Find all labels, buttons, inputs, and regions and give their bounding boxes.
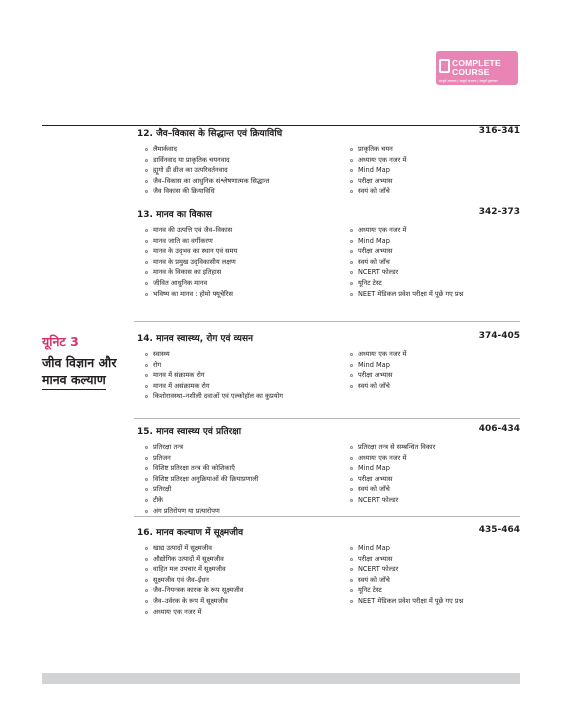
list-item: स्वयं को जाँचे	[350, 381, 406, 392]
list-item: स्वयं को जाँच	[350, 257, 463, 268]
list-item: Mind Map	[350, 360, 406, 371]
chapter-title: 12. जैव–विकास के सिद्धान्त एवं क्रियाविधि	[137, 129, 283, 139]
logo-line2: COURSE	[452, 67, 490, 77]
list-item: जीवित आधुनिक मानव	[145, 278, 350, 289]
list-item: अध्यायः एक नजर में	[145, 607, 350, 618]
list-item: मानव के उद्‌भव का स्थान एवं समय	[145, 246, 350, 257]
list-item: स्वास्थ्य	[145, 349, 350, 360]
list-item: प्रतिरक्षा तन्त्र	[145, 442, 350, 453]
footer-bar	[42, 673, 520, 684]
list-item: प्रतिजन	[145, 453, 350, 464]
topic-list-right	[350, 543, 463, 617]
unit-heading	[42, 333, 122, 390]
list-item: Mind Map	[350, 165, 406, 176]
list-item: जैव विकास की क्रियाविधि	[145, 186, 350, 197]
list-item: NCERT फोल्डर	[350, 267, 463, 278]
chapter-16	[137, 525, 520, 617]
list-item: सूक्ष्मजीव एवं जैव–ईंधन	[145, 575, 350, 586]
chapter-title: 13. मानव का विकास	[137, 210, 212, 220]
list-item: ह्यूगो डी व्रीज का उत्परिवर्तनवाद	[145, 165, 350, 176]
list-item: मानव में संक्रामक रोग	[145, 370, 350, 381]
unit-title-line1: जीव विज्ञान और	[42, 355, 117, 370]
list-item: Mind Map	[350, 543, 463, 554]
chapter-15	[137, 424, 520, 516]
list-item: विशिष्ट प्रतिरक्षा तन्त्र की कोशिकाएँ	[145, 463, 350, 474]
topic-list-left	[137, 349, 350, 402]
list-item: NEET मेडिकल प्रवेश परीक्षा में पूछे गए प्रश्न	[350, 289, 463, 300]
list-item: मानव के विकास का इतिहास	[145, 267, 350, 278]
list-item: अध्यायः एक नजर में	[350, 349, 406, 360]
list-item: मानव की उत्पत्ति एवं जैव–विकास	[145, 225, 350, 236]
list-item: अध्यायः एक नजर में	[350, 155, 406, 166]
list-item: अध्यायः एक नजर में	[350, 453, 435, 464]
list-item: परीक्षा अभ्यास	[350, 474, 435, 485]
logo-line1: COMPLETE	[452, 58, 501, 68]
logo-tagline: सम्पूर्ण अध्ययन | सम्पूर्ण अभ्यास | सम्पूर्ण मूल्यांकन	[439, 79, 499, 83]
topic-list-left	[137, 442, 350, 516]
section-divider	[134, 321, 520, 322]
list-item: Mind Map	[350, 463, 435, 474]
topic-list-right	[350, 225, 463, 299]
chapter-title: 14. मानव स्वास्थ्य, रोग एवं व्यसन	[137, 334, 254, 344]
list-item: स्वयं को जाँचे	[350, 484, 435, 495]
list-item: अंग प्रतिरोपण या प्रत्यारोपण	[145, 506, 350, 517]
unit-label: यूनिट 3	[42, 334, 79, 349]
list-item: यूनिट टेस्ट	[350, 585, 463, 596]
chapter-pages: 342-373	[478, 207, 520, 217]
list-item: प्रतिरक्षी	[145, 484, 350, 495]
list-item: Mind Map	[350, 236, 463, 247]
list-item: मानव में असंक्रामक रोग	[145, 381, 350, 392]
list-item: प्रतिरक्षा तन्त्र से सम्बन्धित विकार	[350, 442, 435, 453]
list-item: मानव जाति का वर्गीकरण	[145, 236, 350, 247]
list-item: NCERT फोल्डर	[350, 564, 463, 575]
chapter-pages: 435-464	[478, 525, 520, 535]
chapter-12	[137, 126, 520, 197]
list-item: स्वयं को जाँचे	[350, 186, 406, 197]
topic-list-right	[350, 144, 406, 197]
list-item: औद्योगिक उत्पादों में सूक्ष्मजीव	[145, 554, 350, 565]
list-item: जैव–विकास का आधुनिक संश्लेषणात्मक सिद्धान्त	[145, 176, 350, 187]
list-item: परीक्षा अभ्यास	[350, 554, 463, 565]
chapter-pages: 406-434	[478, 424, 520, 434]
list-item: परीक्षा अभ्यास	[350, 370, 406, 381]
topic-list-right	[350, 442, 435, 516]
unit-title-line2: मानव कल्याण	[42, 371, 106, 390]
section-divider	[134, 418, 520, 419]
list-item: जैव–नियन्त्रक कारक के रूप सूक्ष्मजीव	[145, 585, 350, 596]
complete-course-logo	[436, 51, 518, 85]
list-item: मानव के प्रमुख उद्‌विकासीय लक्षण	[145, 257, 350, 268]
list-item: डार्विनवाद या प्राकृतिक चयनवाद	[145, 155, 350, 166]
list-item: NEET मेडिकल प्रवेश परीक्षा में पूछे गए प्रश्न	[350, 596, 463, 607]
chapter-13	[137, 207, 520, 299]
list-item: यूनिट टेस्ट	[350, 278, 463, 289]
unit-title	[42, 354, 122, 390]
list-item: लैमार्कवाद	[145, 144, 350, 155]
list-item: रोग	[145, 360, 350, 371]
list-item: विशिष्ट प्रतिरक्षा अनुक्रियाओं की क्रियाप्रणाली	[145, 474, 350, 485]
chapter-title: 16. मानव कल्याण में सूक्ष्मजीव	[137, 528, 244, 538]
chapter-pages: 374-405	[478, 331, 520, 341]
list-item: परीक्षा अभ्यास	[350, 246, 463, 257]
list-item: टीके	[145, 495, 350, 506]
chapter-title: 15. मानव स्वास्थ्य एवं प्रतिरक्षा	[137, 427, 242, 437]
list-item: प्राकृतिक चयन	[350, 144, 406, 155]
chapter-pages: 316-341	[478, 126, 520, 136]
list-item: वाहित मल उपचार में सूक्ष्मजीव	[145, 564, 350, 575]
list-item: NCERT फोल्डर	[350, 495, 435, 506]
list-item: जैव–उर्वरक के रूप में सूक्ष्मजीव	[145, 596, 350, 607]
book-icon	[439, 59, 450, 73]
list-item: अध्यायः एक नजर में	[350, 225, 463, 236]
list-item: खाद्य उत्पादों में सूक्ष्मजीव	[145, 543, 350, 554]
topic-list-left	[137, 543, 350, 617]
list-item: परीक्षा अभ्यास	[350, 176, 406, 187]
list-item: स्वयं को जाँचे	[350, 575, 463, 586]
topic-list-right	[350, 349, 406, 402]
chapter-14	[137, 331, 520, 402]
topic-list-left	[137, 225, 350, 299]
list-item: किशोरावस्था–नशीली दवाओं एवं एल्कोहॉल का कुप्रयोग	[145, 391, 353, 402]
topic-list-left	[137, 144, 350, 197]
list-item: भविष्य का मानव : होमो फ्यूचेरिस	[145, 289, 350, 300]
